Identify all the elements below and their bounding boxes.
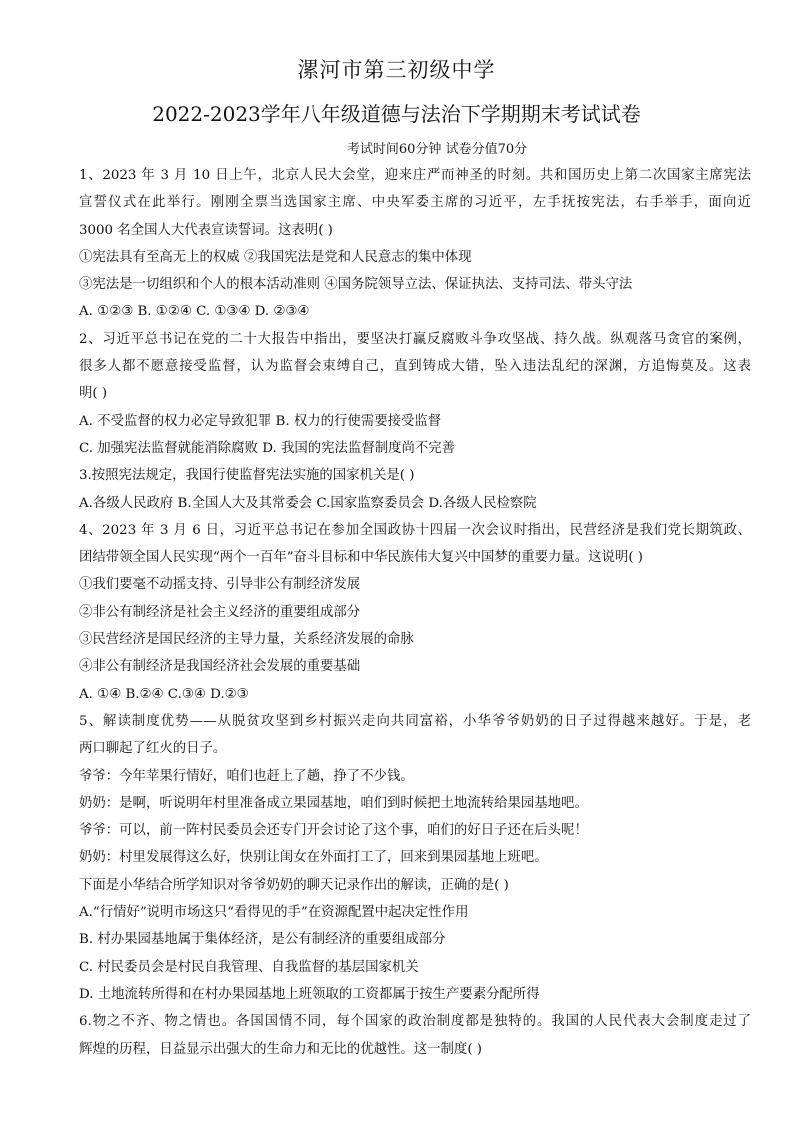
option-line: A.“行情好”说明市场这只“看得见的手”在资源配置中起决定性作用 — [79, 905, 469, 921]
exam-title: 2022-2023学年八年级道德与法治下学期期末考试试卷 — [152, 102, 641, 126]
answer-choices: A.各级人民政府 B.全国人大及其常委会 C.国家监察委员会 D.各级人民检察院 — [79, 495, 537, 511]
text-line: 辉煌的历程，日益显示出强大的生命力和无比的优越性。这一制度( ) — [79, 1041, 483, 1057]
text-line: 团结带领全国人民实现“两个一百年”奋斗目标和中华民族伟大复兴中国梦的重要力量。这说明( ) — [79, 550, 644, 566]
answer-choices: A. ①④ B.②④ C.③④ D.②③ — [79, 686, 249, 702]
question-content — [79, 162, 751, 1063]
text-line: 很多人都不愿意接受监督，认为监督会束缚自己，直到铸成大错，坠入违法乱纪的深渊，方追悔莫及。这表 — [79, 359, 751, 375]
dialogue-line: 爷爷：可以，前一阵村民委员会还专门开会讨论了这个事，咱们的好日子还在后头呢！ — [79, 823, 588, 839]
text-line: 3000 名全国人大代表宣读誓词。这表明( ) — [79, 222, 333, 238]
option-line: D. 土地流转所得和在村办果园基地上班领取的工资都属于按生产要素分配所得 — [79, 986, 540, 1002]
text-line: 2、习近平总书记在党的二十大报告中指出，要坚决打赢反腐败斗争攻坚战、持久战。纵观落马贪官的案例， — [79, 331, 751, 347]
option-line: C. 村民委员会是村民自我管理、自我监督的基层国家机关 — [79, 959, 419, 975]
text-line: 5、解读制度优势——从脱贫攻坚到乡村振兴走向共同富裕，小华爷爷奶奶的日子过得越来越好。于是，老 — [79, 713, 751, 729]
text-line: 1、2023 年 3 月 10 日上午，北京人民大会堂，迎来庄严而神圣的时刻。共和国历史上第二次国家主席宪法 — [79, 168, 751, 183]
text-line: 两口聊起了红火的日子。 — [79, 741, 227, 757]
text-line: 3.按照宪法规定，我国行使监督宪法实施的国家机关是( ) — [79, 468, 415, 484]
text-line: 宣誓仪式在此举行。刚刚全票当选国家主席、中央军委主席的习近平，左手抚按宪法，右手举手，面向近 — [79, 195, 751, 211]
text-line: 下面是小华结合所学知识对爷爷奶奶的聊天记录作出的解读，正确的是( ) — [79, 877, 509, 893]
school-title: 漯河市第三初级中学 — [297, 58, 496, 82]
option-line: ④非公有制经济是我国经济社会发展的重要基础 — [79, 659, 361, 675]
dialogue-line: 奶奶：村里发展得这么好，快别让闺女在外面打工了，回来到果园基地上班吧。 — [79, 850, 548, 866]
option-line: A. 不受监督的权力必定导致犯罪 B. 权力的行使需要接受监督 — [79, 413, 442, 429]
option-line: ③宪法是一切组织和个人的根本活动准则 ④国务院领导立法、保证执法、支持司法、带头守法 — [79, 277, 633, 293]
text-line: 4、2023 年 3 月 6 日，习近平总书记在参加全国政协十四届一次会议时指出，民营经济是我们党长期筑政、 — [79, 522, 751, 538]
dialogue-line: 爷爷：今年苹果行情好，咱们也赶上了趟，挣了不少钱。 — [79, 768, 414, 784]
option-line: ①我们要毫不动摇支持、引导非公有制经济发展 — [79, 577, 361, 593]
answer-choices: A. ①②③ B. ①②④ C. ①③④ D. ②③④ — [79, 304, 310, 320]
option-line: B. 村办果园基地属于集体经济，是公有制经济的重要组成部分 — [79, 932, 446, 948]
text-line: 6.物之不齐、物之情也。各国国情不同，每个国家的政治制度都是独特的。我国的人民代表大会制度走过了 — [79, 1014, 751, 1030]
option-line: ②非公有制经济是社会主义经济的重要组成部分 — [79, 604, 361, 620]
option-line: ①宪法具有至高无上的权威 ②我国宪法是党和人民意志的集中体现 — [79, 249, 472, 265]
exam-meta: 考试时间60分钟 试卷分值70分 — [346, 142, 528, 157]
option-line: ③民营经济是国民经济的主导力量，关系经济发展的命脉 — [79, 632, 414, 648]
text-line: 明( ) — [79, 386, 108, 402]
option-line: C. 加强宪法监督就能消除腐败 D. 我国的宪法监督制度尚不完善 — [79, 440, 456, 456]
dialogue-line: 奶奶：是啊，听说明年村里准备成立果园基地，咱们到时候把土地流转给果园基地吧。 — [79, 795, 588, 811]
